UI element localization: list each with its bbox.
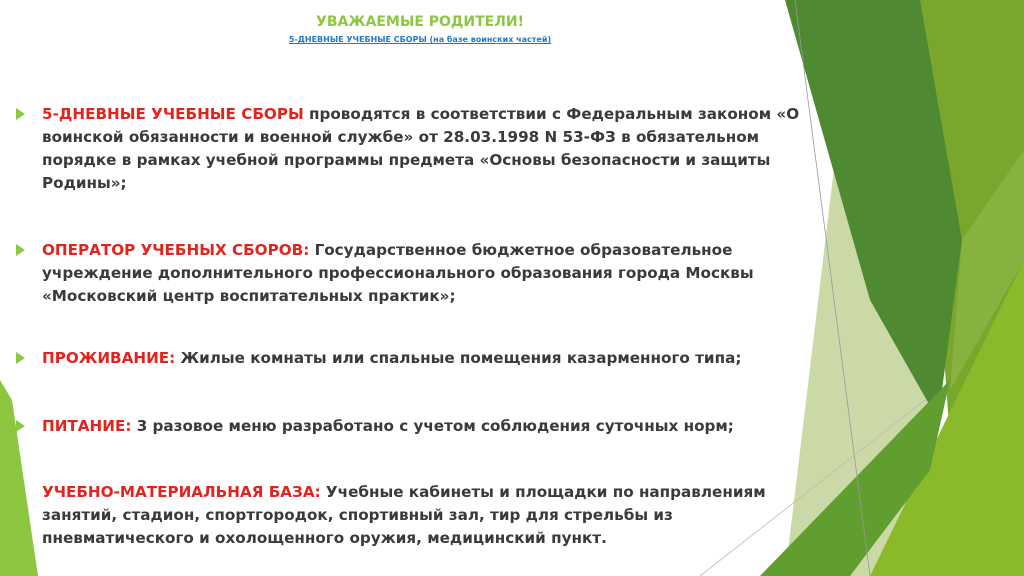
item-label: ОПЕРАТОР УЧЕБНЫХ СБОРОВ: <box>42 241 310 259</box>
item-text: Учебные кабинеты и площадки по направлениям занятий, стадион, спортгородок, спортивный зал, тир для стрельбы из пневматического и охолощенного оружия, медицинский пункт. <box>42 483 766 547</box>
bullet-list <box>16 103 826 550</box>
item-label: ПИТАНИЕ: <box>42 417 132 435</box>
item-text: Жилые комнаты или спальные помещения казарменного типа; <box>175 349 742 367</box>
item-label: 5-ДНЕВНЫЕ УЧЕБНЫЕ СБОРЫ <box>42 105 304 123</box>
list-item <box>16 103 826 195</box>
arrow-bullet-icon <box>16 244 25 256</box>
item-text: Государственное бюджетное образовательное учреждение дополнительного профессионального образования города Москвы «Московский центр воспитательных практик»; <box>42 241 754 305</box>
list-item <box>16 239 826 308</box>
item-text: 3 разовое меню разработано с учетом соблюдения суточных норм; <box>131 417 734 435</box>
slide-subtitle: 5-ДНЕВНЫЕ УЧЕБНЫЕ СБОРЫ (на базе воинских частей) <box>288 35 552 44</box>
item-label: УЧЕБНО-МАТЕРИАЛЬНАЯ БАЗА: <box>42 483 321 501</box>
slide-title: УВАЖАЕМЫЕ РОДИТЕЛИ! <box>316 14 524 30</box>
list-item <box>16 347 826 370</box>
arrow-bullet-icon <box>16 108 25 120</box>
item-text: проводятся в соответствии с Федеральным законом «О воинской обязанности и военной службе» от 28.03.1998 N 53-ФЗ в обязательном порядке в рамках учебной программы предмета «Основы безопасности и защиты Родины»; <box>42 105 800 192</box>
arrow-bullet-icon <box>16 486 25 498</box>
arrow-bullet-icon <box>16 352 25 364</box>
list-item <box>16 415 826 438</box>
arrow-bullet-icon <box>16 420 25 432</box>
item-label: ПРОЖИВАНИЕ: <box>42 349 176 367</box>
list-item <box>16 481 826 550</box>
